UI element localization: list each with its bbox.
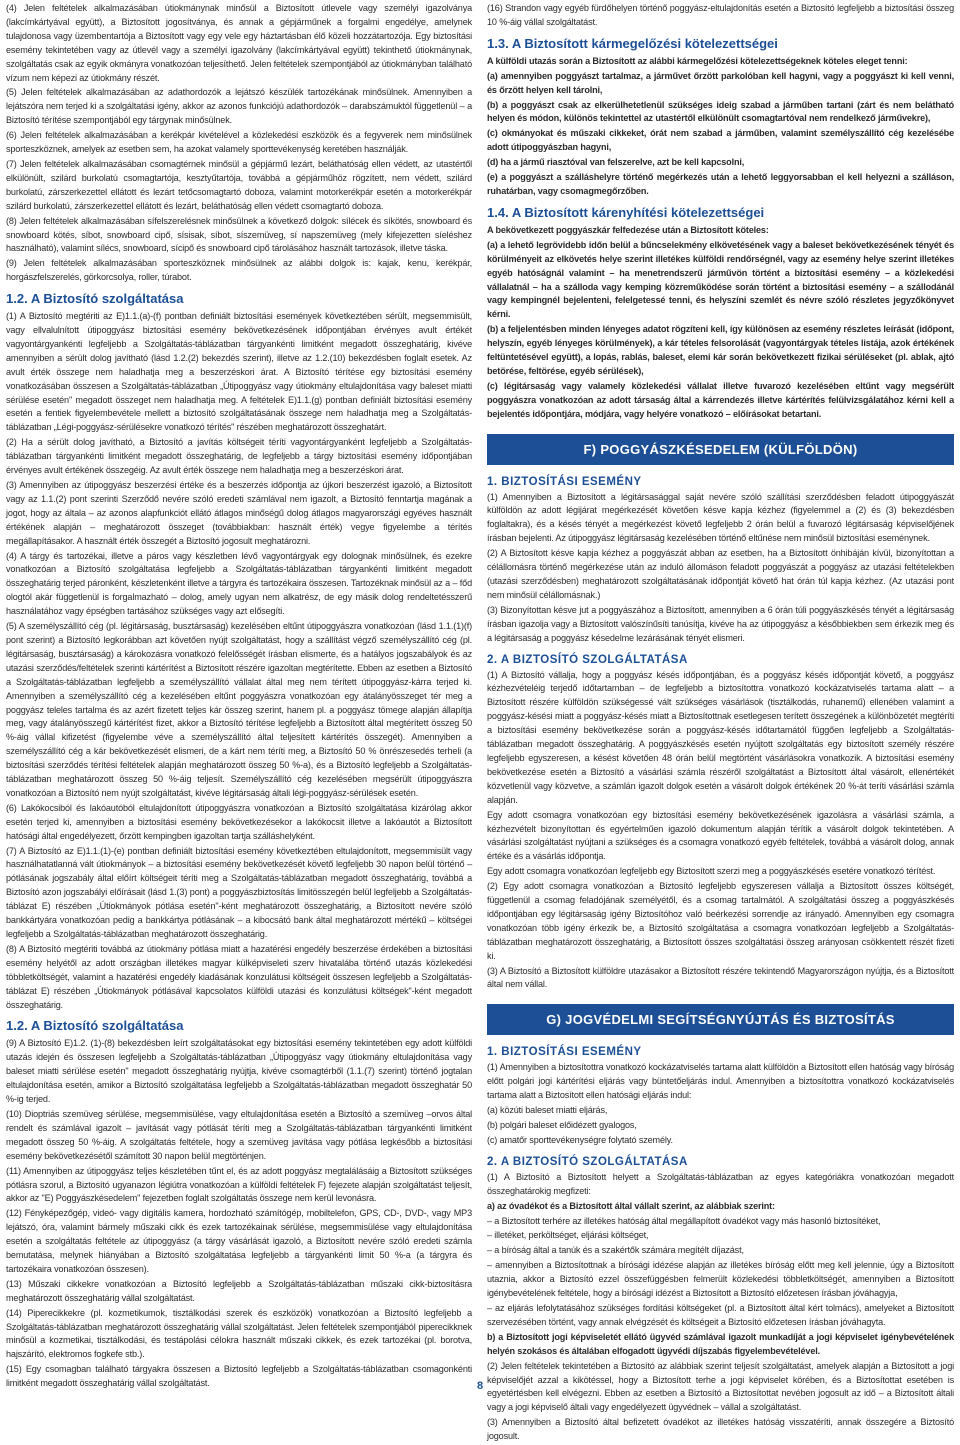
paragraph: (13) Műszaki cikkekre vonatkozóan a Biztosító legfeljebb a Szolgáltatás-táblázatban műszaki cikk-biztosításra meghatározott összeghatárig vállal szolgáltatást.	[6, 1278, 472, 1303]
paragraph: (4) Jelen feltételek alkalmazásában útiokmánynak minősül a Biztosított útlevele vagy személyi igazolványa (lakcímkártyával együtt), a Biztosított jogosítványa, és annak a gépjárműnek a forgalmi engedélye, amelynek tulajdonosa vagy üzembentartója a Biztosított vagy egy vele egy háztartásban élő közeli hozzátartozója. Egy biztosítási esemény tekintetében vagy az útlevél vagy a személyi igazolvány (lakcímkártyával együtt) tekinthető útiokmánynak, szolgáltatás csak az egyik okmányra vonatkozóan teljesíthető. Jelen feltételek szempontjából az útiokmányban található vízum nem képezi az útiokmány részét.	[6, 3, 472, 83]
paragraph: (e) a poggyászt a szálláshelyre történő megérkezés után a lehető leggyorsabban el kell helyezni a szálláson, ruhatárban, vagy csomagmegőrzőben.	[487, 172, 954, 196]
paragraph: (a) amennyiben poggyászt tartalmaz, a járművet őrzött parkolóban kell hagyni, vagy a poggyászt ki kell venni, és őrzött helyen kell tárolni,	[487, 70, 954, 95]
paragraph: (1) Amennyiben a biztosítottra vonatkozó kockázatviselés tartama alatt külföldön a Biztosított ellen hatóság vagy bíróság előtt polgári jogi kártérítési eljárás vagy büntetőeljárás indul. Amennyiben a biztosítottra vonatkozó kockázatviselés tartama alatt a Biztosított ellen hatósági eljárás indul:	[487, 1062, 954, 1101]
paragraph: (d) ha a jármű riasztóval van felszerelve, azt be kell kapcsolni,	[487, 157, 745, 168]
paragraph: (1) A Biztosító a Biztosított helyett a Szolgáltatás-táblázatban az egyes kategóriákra vonatkozóan megadott összeghatárokig megfizeti:	[487, 1171, 954, 1196]
paragraph: (10) Dioptriás szemüveg sérülése, megsemmisülése, vagy eltulajdonítása esetén a Biztosító a szemüveg –orvos által rendelt és számlával igazolt – javítását vagy pótlását téríti meg a Szolgáltatás-táblázatban tárgyankénti limitként megadott összeg 50 %-áig. A szolgáltatás feltétele, hogy a szemüveg javítása vagy pótlása legkésőbb a biztosítási esemény bekövetkezésétől számított 30 napon belül megtörténjen.	[6, 1108, 472, 1161]
paragraph: (12) Fényképezőgép, videó- vagy digitális kamera, hordozható számítógép, mobiltelefon, GPS, CD-, DVD-, vagy MP3 lejátszó, óra, valamint bármely műszaki cikk és ezek tartozékainak sérülése, megsemmisülése vagy eltulajdonítása esetén a szolgáltatás feltétele az útipoggyász (a tárgy vásárlását igazoló, a Biztosított nevére szóló eredeti számla bemutatása, melynek hiányában a Biztosító szolgáltatása legfeljebb a tárgyankénti limit 50 %-a (a tárgyra és tartozékaira vonatkozóan összesen).	[6, 1208, 472, 1274]
paragraph: (11) Amennyiben az útipoggyász teljes készletében tűnt el, és az adott poggyász megtalálásáig a Biztosított szükséges pótlásra szorul, a Biztosító ugyanazon légiútra vonatkozóan a külföldi feltételek F) fejezete alapján szolgáltatást teljesít, akkor az "E) Poggyászkésedelem" fejezetben foglalt szolgáltatás összege nem kerül levonásra.	[6, 1165, 472, 1204]
paragraph: – illetéket, perköltséget, eljárási költséget,	[487, 1230, 649, 1241]
paragraph: (3) A Biztosító a Biztosított külföldre utazásakor a Biztosított részére tekintendő Magyarországon nyújtja, és a Biztosított által nem vállal.	[487, 965, 954, 990]
paragraph: A bekövetkezett poggyászkár felfedezése után a Biztosított köteles:	[487, 224, 769, 235]
section-title: 1.3. A Biztosított kármegelőzési kötelezettségei	[487, 35, 778, 51]
paragraph: (1) Amennyiben a Biztosított a légitársasággal saját nevére szóló szállítási szerződésben feladott útipoggyászát külföldön az adott légijárat megérkezését követően késve kapja kézhez (figyelemmel a (2) és (3) bekezdésben foglaltakra), és a késés tényét a megérkezést követő legfeljebb 2 órán belül a fuvarozó légitársaság képviselőjének írásban bejelenti. Az útipoggyász légitársaság kezelésében történő eltűnése nem minősül biztosítási eseménynek.	[487, 491, 954, 544]
chapter-banner: G) JOGVÉDELMI SEGÍTSÉGNYÚJTÁS ÉS BIZTOSÍTÁS	[487, 1004, 954, 1035]
section-title: 1.4. A Biztosított kárenyhítési kötelezettségei	[487, 204, 765, 220]
paragraph: Egy adott csomagra vonatkozóan legfeljebb egy Biztosított szerzi meg a poggyászkésés esetére vonatkozó térítést.	[487, 866, 936, 877]
paragraph: (6) Jelen feltételek alkalmazásában a kerékpár kivételével a közlekedési eszközök és a fegyverek nem minősülnek sporteszköznek, amelyek az esetben sem, ha azokat valamely sporttevékenység keretében használják.	[6, 130, 472, 155]
paragraph: (15) Egy csomagban található tárgyakra összesen a Biztosító legfeljebb a Szolgáltatás-táblázatban csomagonkénti limitként megadott összeghatárig vállal szolgáltatást.	[6, 1364, 472, 1389]
paragraph: – a bíróság által a tanúk és a szakértők számára megítélt díjazást,	[487, 1245, 744, 1256]
subsection-title: 1. BIZTOSÍTÁSI ESEMÉNY	[487, 1046, 642, 1059]
paragraph: Egy adott csomagra vonatkozóan egy biztosítási esemény bekövetkezésének igazolásra a vásárlási számla, a kézhezvételt bizonyítottan és egyértelműen igazoló dokumentum alapján térítik a vásárolt dolgok tekintetében. A vásárlási szolgáltatást nyújtani a szükséges és a csomagra vonatkozó egyéb feltételek, továbbá a vásárolt dolog, annak értéke és a vásárlás időpontja.	[487, 809, 954, 862]
left-column	[6, 2, 472, 1392]
paragraph: – az eljárás lefolytatásához szükséges fordítási költségeket (pl. a Biztosított által kért tolmács), amelyeket a Biztosított szervezésében történt, vagy annak elvégzését és költségeit a Biztosító előzetesen írásban jóváhagyta.	[487, 1302, 954, 1327]
paragraph: (3) Amennyiben az útipoggyász beszerzési értéke és a beszerzés időpontja az újkori beszerzést igazoló, a Biztosított vagy az 1.1.(2) pont szerinti Szerződő nevére szóló eredeti számlával nem igazolt, a Biztosító fenntartja magának a jogot, hogy az általa – az azonos alapfunkciót ellátó átlagos minőségű dolog átlagos magyarországi egyéves használt értékének alapján – meghatározott összeget (továbbiakban: használt érték) vegye figyelembe a térítés megállapításakor. A használt érték összegét a Biztosító jogosult meghatározni.	[6, 480, 472, 546]
paragraph: (3) Bizonyítottan késve jut a poggyászához a Biztosított, amennyiben a 6 órán túli poggyászkésés tényét a légitársaság írásban igazolja vagy a Biztosított valószínűsíti tanúsítja, kivéve ha az útipoggyász a későbbiekben sem érkezik meg és a légitársaság a poggyász késedelme lezárásának tényét elismeri.	[487, 604, 954, 643]
page-number: 8	[476, 1380, 484, 1392]
paragraph: (c) légitársaság vagy valamely közlekedési vállalat illetve fuvarozó kezelésében eltűnt vagy megsérült poggyászra vonatkozóan az adott társaság által a kárrendezés illetve kártérítés felülvizsgálatához kérni kell a bejelentés időpontjára, módjára, vagy helyére vonatkozó – előírásokat betartani.	[487, 380, 954, 419]
paragraph: (b) a feljelentésben minden lényeges adatot rögzíteni kell, így különösen az esemény részletes leírását (időpont, helyszín, egyéb lényeges körülmények), a kár tételes felsorolását (vagyontárgyak tételes listája, azok értékének feltüntetésével együtt), a lopás, rablás, baleset, elemi kár során bekövetkezett fizikai sérüléseket (pl. ablak, ajtó betörése, feltörése, egyéb sérülések),	[487, 324, 954, 376]
paragraph: (c) okmányokat és műszaki cikkeket, órát nem szabad a járműben, valamint személyszállító cég kezelésébe adott útipoggyászban hagyni,	[487, 128, 954, 153]
paragraph: (14) Piperecikkekre (pl. kozmetikumok, tisztálkodási szerek és eszközök) vonatkozóan a Biztosító legfeljebb a Szolgáltatás-táblázatban meghatározott összeghatárig vállal szolgáltatást. Jelen feltételek szempontjából piperecikknek minősül a kozmetikai, tisztálkodási, és testápolási célokra használt műszaki cikkek, és ezek tartozékai (pl. borotva, hajszárító, elektromos fogkefe stb.).	[6, 1307, 472, 1360]
paragraph: (c) amatőr sporttevékenységre folytató személy.	[487, 1134, 673, 1145]
section-title: 1.2. A Biztosító szolgáltatása	[6, 291, 184, 307]
paragraph: (16) Strandon vagy egyéb fürdőhelyen történő poggyász-eltulajdonítás esetén a Biztosító legfeljebb a biztosítási összeg 10 %-áig vállal szolgáltatást.	[487, 3, 954, 27]
subsection-title: 2. A BIZTOSÍTÓ SZOLGÁLTATÁSA	[487, 1155, 688, 1168]
paragraph: (1) A Biztosító vállalja, hogy a poggyász késés időpontjában, és a poggyász késés időpontját követő, a poggyász kézhezvételéig terjedő időtartamban – de legfeljebb a biztosítottra vonatkozó kockázatviselés tartama alatt – a Biztosított részére külföldön szükségessé vált szükséges vásárlások (tisztálkodás, ruhanemű) ellenében valamint a poggyász-késési miatt a poggyász-késés miatt a Biztosítottnak esetlegesen terített összegének a különbözetét megtéríti a biztosítási esemény bekövetkezése során a poggyász-késés időtartamától függően legfeljebb a Szolgáltatás-táblázatban megadott összeghatárig. A poggyászkésés esetén nyújtott szolgáltatás egy biztosított személy részére legfeljebb egyszeresen, a késést követően 48 órán belül megtörtént vásárlásokra vonatkozik. A biztosítási esemény bekövetkezése esetén a Biztosító a vásárlási számla részéről szolgáltatást a Biztosított által vásárolt, ellenértékét közvetlenül vagy közvetve, a számlán igazolt dolgok esetén a vásárolt dolgok értékének 20 %-át teríti vásárlási számla alapján.	[487, 669, 954, 805]
paragraph: a) az óvadékot és a Biztosított által vállalt szerint, az alábbiak szerint:	[487, 1200, 775, 1211]
paragraph: (5) Jelen feltételek alkalmazásában az adathordozók a lejátszó készülék tartozékának minősülnek. Amennyiben a lejátszóra nem terjed ki a szolgáltatási igény, akkor az azonos funkciójú adathordozók – darabszámuktól függetlenül – a Biztosító térítése szempontjából egy tárgynak minősülnek.	[6, 87, 472, 126]
paragraph: (2) Ha a sérült dolog javítható, a Biztosító a javítás költségeit téríti vagyontárgyanként legfeljebb a Szolgáltatás-táblázatban tárgyankénti limitként megadott összeghatárig, de legfeljebb a tárgy biztosítási esemény időpontjában érvényes avult értékének összegéig. Az avult érték összege nem haladhatja meg a beszerzéskori árat.	[6, 437, 472, 476]
chapter-banner: F) POGGYÁSZKÉSEDELEM (KÜLFÖLDÖN)	[487, 434, 954, 465]
paragraph: (2) Jelen feltételek tekintetében a Biztosító az alábbiak szerint teljesít szolgáltatást, amelyek alapján a Biztosított a jogi képviselőjét azzal a kikötéssel, hogy a Biztosított terhe a jogi képviselet körében, és a Biztosítottat esetében is egyetértésben kell elvégezni. Ebben az esetben a Biztosító a Biztosítottat nevében jogosult az idő – a Biztosított általi vagy a jogi képviselő általi vagy engedélyezett ügyvédnek – vállal a szolgáltatást.	[487, 1360, 954, 1413]
paragraph: (7) Jelen feltételek alkalmazásában csomagtérnek minősül a gépjármű lezárt, beláthatóság ellen védett, az utastértől elkülönült, szilárd burkolatú csomagtartója, kesztyűtartója, továbbá a gépjárműhöz rögzített, nem védett, szilárd burkolatú, zárszerkezettel ellátott és lezárt tetőcsomagtartó doboza, valamint motorkerékpár esetén a motorkerékpár szilárd burkolatú, zárszerkezettel ellátott és lezárt, beláthatóság ellen védett csomagtartó doboza.	[6, 158, 472, 211]
paragraph: A külföldi utazás során a Biztosított az alábbi kármegelőzési kötelezettségeknek köteles eleget tenni:	[487, 55, 908, 66]
paragraph: (8) A Biztosító megtériti továbbá az útiokmány pótlása miatt a hazatérési engedély beszerzése érdekében a biztosítási esemény helyétől az adott országban illetékes magyar külképviseleti szerv hivatalába történő utazás közlekedési többletköltségét, valamint a hazatérési engedély kiadásának konzulátusi költségeit összesen legfeljebb a Szolgáltatás-táblázat E) részében „Útiokmányok pótlásával kapcsolatos külföldi utazási és konzulátusi költségek"-ként megadott összeghatárig.	[6, 943, 472, 1010]
paragraph: (5) A személyszállító cég (pl. légitársaság, busztársaság) kezelésében eltűnt útipoggyászra vonatkozóan (lásd 1.1.(1)(f) pont szerint) a Biztosító legkorábban azt követően nyújt szolgáltatást, hogy a szállítást végző személyszállító cég (pl. légitársaság, busztársaság) a károkozásra vonatkozó felelősségét írásban elismerte, és a hatályos jogszabályok és az utazási szerződés/feltételek szerinti kártérítést a Biztosított részére igazoltan megtérítette. Ebben az esetben a Biztosító a Szolgáltatás-táblázatban legfeljebb a személyszállító vállalat által meg nem térített útipoggyász-kárra terjed ki. Amennyiben a személyszállító cég a kezelésében eltűnt poggyászra vonatkozóan egy átalányösszeget tér meg a poggyász teleles tartalma és az azért fizetett teljes kár összeg szerint, hanem pl. a poggyász tömege alapján állapítja meg, vagy átalányösszegű kártérítést fizet, akkor a Biztosító térítése legfeljebb a Biztosított által megtérített összeg 50 %-áig vállal kifizetést (figyelembe véve a személyszállító által teljesített kártérítés összegét). Amennyiben a személyszállító cég a kár bekövetkezését elismeri, de a kárt nem téríti meg, a Biztosító 50 % önrészesedés terheli (a biztosítási szerződés térítési feltételek alapján meghatározott összeg 50 %-a), és a Biztosító legfeljebb a Szolgáltatás-táblázatban meghatározott összeg 50 %-áig teljesít. Személyszállító cég kezelésében megsérült útipoggyászra vonatkozóan a Biztosító nem nyújt szolgáltatást, kivéve légitársaság általi légi-poggyász-sérülések esetén.	[6, 621, 472, 798]
paragraph: b) a Biztosított jogi képviseletét ellátó ügyvéd számlával igazolt munkadíját a jogi képviselet igénybevételének helyén szokásos és általában elfogadott ügyvédi díjszabás figyelembevételével.	[487, 1331, 954, 1356]
paragraph: (6) Lakókocsiból és lakóautóból eltulajdonított útipoggyászra vonatkozóan a Biztosító szolgáltatása kizárólag akkor esetén terjed ki, amennyiben a biztosítási esemény bekövetkezésekor a lakókocsit illetve a lakóautót a Biztosított hatósági által engedélyezett, őrzött kempingben igazoltan tartja szálláshelyként.	[6, 802, 472, 841]
paragraph: (a) közúti baleset miatti eljárás,	[487, 1105, 608, 1116]
paragraph: (7) A Biztosító az E)1.1.(1)-(e) pontban definiált biztosítási esemény következtében eltulajdonított, megsemmisült vagy használhatatlanná vált útiokmányok – a biztosítási esemény bekövetkezését követő legfeljebb 30 napon belül történő – pótlásának jogszabály által előírt költségeit téríti meg a Szolgáltatás-táblázatban megadott összeghatárig, továbbá a Biztosító azon jogszabályi előírásait (lásd 1.(3) pont) a poggyászbiztosítás limitösszegén belül legfeljebb a Szolgáltatás-táblázat E) részében „Útiokmányok pótlása esetén"-ként meghatározott összeghatárig, a Biztosított nevére szóló bankkártyára vonatkozóan pedig a bankkártya pótlásának – a kibocsátó bank által meghatározott mértékű – költségei legfeljebb a Szolgáltatás-táblázatban meghatározott összeghatárig.	[6, 845, 472, 939]
paragraph: (a) a lehető legrövidebb időn belül a bűncselekmény elkövetésének vagy a baleset bekövetkezésének tényét és körülményeit az elkövetés helye szerint illetékes külföldi rendőrségnél, vagy az esemény helye szerint illetékes egyéb hatóságnál valamint – ha menetrendszerű járművön történt a biztosítási esemény – a közlekedési vállalatnál – ha a szálloda vagy kemping közreműködése során történt a biztosítási esemény – a szállodánál vagy kempingnél bejelenteni, felelgetessé tenni, és helyszíni szemlét és névre szóló részletes jegyzőkönyvet kérni.	[487, 239, 954, 320]
paragraph: (b) a poggyászt csak az elkerülhetetlenül szükséges ideig szabad a járműben tartani (zárt és nem belátható helyen és módon, különös tekintettel az utastértől elkülönült csomagtartóval nem rendelkező járművekre),	[487, 99, 954, 124]
paragraph: (1) A Biztosító megtériti az E)1.1.(a)-(f) pontban definiált biztosítási események következtében sérült, megsemmisült, vagy ellvalulnított útipoggyász biztosítási esemény bekövetkezésének időpontjában érvényes avult értékét vagyontárgyankénti legfeljebb a Szolgáltatás-táblázatban tárgyankénti limitként megadott összeghatárig, kivéve amennyiben a sérült dolog javítható (lásd 1.2.(2) bekezdés szerint), illetve az 1.2.(10) bekezdésben foglalt esetek. Az avult érték összege nem haladhatja meg a beszerzéskori árat. A Biztosító térítése egy biztosítási esemény vonatkozásában összesen a Szolgáltatás-táblázatban „Útipoggyász vagy útiokmány eltulajdonítása vagy baleset miatti sérülése esetén" megadott összeget nem haladhatja meg. A feltételek E)1.1.(g) pontban definiált biztosítási esemény esetén a fentiek figyelembevétele mellett a biztosító szolgáltatásának összege nem haladhatja meg a Szolgáltatás-táblázatban „Légi-poggyász-sérülésekre vonatkozó térítés" részében meghatározott összeghatárt.	[6, 311, 472, 433]
right-column	[487, 2, 954, 1445]
subsection-title: 2. A BIZTOSÍTÓ SZOLGÁLTATÁSA	[487, 653, 688, 666]
paragraph: (b) polgári baleset előidézett gyalogos,	[487, 1120, 637, 1130]
paragraph: (9) A Biztosító E)1.2. (1)-(8) bekezdésben leírt szolgáltatásokat egy biztosítási esemény tekintetében egy adott külföldi utazás idején és összesen legfeljebb a Szolgáltatás-táblázatban „Útipoggyász vagy útiokmány eltulajdonítása vagy baleset miatti sérülése esetén" megadott összeghatárig nyújtja, kivéve csomagtérből (1.1.(7) szerint) történő jogtalan eltulajdonítása esetén, amikor a Biztosító szolgáltatása legfeljebb a Szolgáltatás-táblázatban megadott összeghatár 50 %-ig terjed.	[6, 1038, 472, 1105]
paragraph: (4) A tárgy és tartozékai, illetve a páros vagy készletben lévő vagyontárgyak egy dolognak minősülnek, és ezekre vonatkozóan a Biztosító szolgáltatása legfeljebb a Szolgáltatás-táblázatban tárgyankénti limitként megadott összeghatárig terjed páronként, készletenként illetve a tárgyra és tartozékaira összesen. Tartozéknak minősül az a – főd​ologtól akár függetlenül is forgalmazható – dolog, amely ugyan nem alkatrész, de egy másik dolog rendeltetésszerű használatához vagy épségben tartásához szükséges vagy azt elősegíti.	[6, 550, 472, 617]
paragraph: – amennyiben a Biztosítottnak a bírósági idézése alapján az illetékes bíróság előtt meg kell jelennie, úgy a Biztosított utaznia, akkor a Biztosító ezzel összefüggésben felmerült közlekedési többletköltségét, amennyiben a Biztosított igénybevételének feltétele, hogy a bírósági idézést a Biztosított a Biztosító előzetesen írásban jóváhagyja,	[487, 1260, 954, 1299]
paragraph: (2) Egy adott csomagra vonatkozóan a Biztosító legfeljebb egyszeresen vállalja a Biztosított összes költségét, függetlenül a csomag feladójának személyétől, és a csomag tartalmától. A szolgáltatási összeg a poggyászkésés időpontjában egy légitársaság igény Biztosítóhoz való beérkezési sorrendje az irányadó. Amennyiben egy csomagra vonatkozóan több igény érkezik be, a Biztosító szolgáltatása a csomagra vonatkozóan legfeljebb a Szolgáltatás-táblázatban meghatározott összeghatárig, a Biztosított összes szolgáltatási összeg arányosan csökkentett részét fizeti ki.	[487, 881, 954, 961]
paragraph: – a Biztosított terhére az illetékes hatóság által megállapított óvadékot vagy más hasonló biztosítéket,	[487, 1215, 881, 1226]
paragraph: (9) Jelen feltételek alkalmazásában sporteszköznek minősülnek az alábbi dolgok is: kajak, kenu, kerékpár, horgászfelszerelés, görkorcsolya, roller, túrabot.	[6, 258, 472, 283]
subsection-title: 1. BIZTOSÍTÁSI ESEMÉNY	[487, 475, 642, 488]
section-title: 1.2. A Biztosító szolgáltatása	[6, 1018, 184, 1034]
paragraph: (3) Amennyiben a Biztosító által befizetett óvadékot az illetékes hatóság visszatéríti, annak összegére a Biztosító jogosult.	[487, 1417, 954, 1442]
paragraph: (2) A Biztosított késve kapja kézhez a poggyászát abban az esetben, ha a Biztosított önhibáján kívül, bizonyítottan a célállomásra történő megérkezése után az induló állomáson feladott poggyászát a poggyász az utazási feltételekben (utazási szerződésben) meghatározott szolgáltatásának időpontját követő hat órán túl kapja kézhez. (Az utazási pont nem minősül célállomásnak.)	[487, 548, 954, 600]
paragraph: (8) Jelen feltételek alkalmazásában sífelszerelésnek minősülnek a következő dolgok: sílécek és síkötés, snowboard és snowboard kötés, síbot, snowboard cipő, sísisak, síbot, síszemüveg, sí napszemüveg (mely kifejezetten síeléshez használható), valamint sílécs, snowboard, sícipő és snowboard cipő tárolásához használt tartozások, illetve táska.	[6, 215, 472, 254]
